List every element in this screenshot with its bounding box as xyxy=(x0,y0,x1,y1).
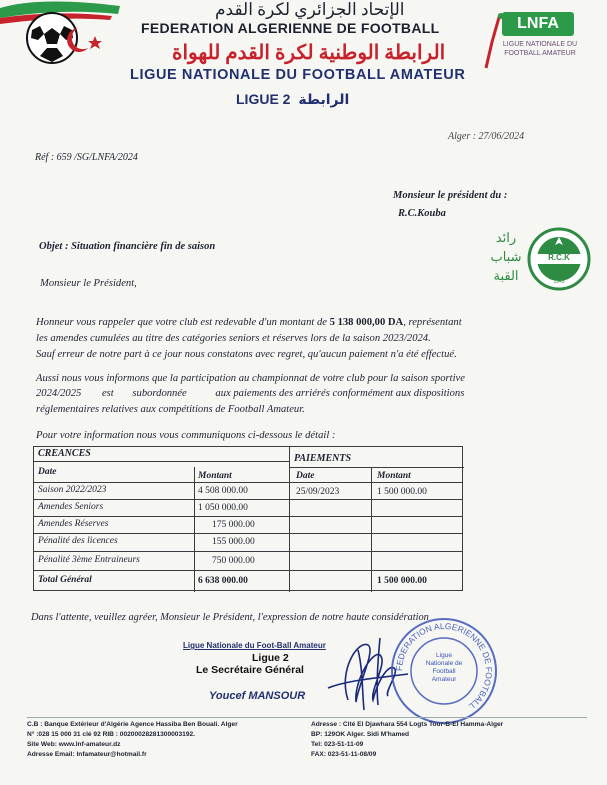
footer-address: Adresse : Cité El Djawhara 554 Logts Tour-B-El Hamma-Alger xyxy=(311,721,504,728)
table-row-label: Pénalité des licences xyxy=(38,536,118,546)
footer-email: Adresse Email: lnfamateur@hotmail.fr xyxy=(27,751,147,758)
col-montant: Montant xyxy=(198,471,232,481)
ligue-title: LIGUE NATIONALE DU FOOTBALL AMATEUR xyxy=(130,67,466,83)
letter-date: Alger : 27/06/2024 xyxy=(448,131,525,142)
table-row-label: Saison 2022/2023 xyxy=(38,485,107,495)
p2-word: est xyxy=(101,388,114,399)
lnfa-subtitle: LIGUE NATIONALE DU FOOTBALL AMATEUR xyxy=(502,41,578,57)
p1-text: Honneur vous rappeler que votre club est redevable d'un montant de xyxy=(36,317,330,328)
federation-title: FEDERATION ALGERIENNE DE FOOTBALL xyxy=(141,20,440,36)
p2-word2: subordonnée xyxy=(132,388,187,399)
faf-logo xyxy=(0,0,125,70)
p2-rest: aux paiements des arriérés conformément aux dispositions xyxy=(215,388,465,399)
ligue2-title xyxy=(236,91,349,108)
signature-ligue: Ligue 2 xyxy=(252,652,289,664)
total-montant: 6 638 000.00 xyxy=(198,576,248,586)
p2-season: 2024/2025 xyxy=(36,388,82,399)
paragraph2-line1: Aussi nous vous informons que la participation au championnat de votre club pour la saison sportive xyxy=(36,373,465,384)
ligue2-ar: الرابطة xyxy=(298,91,350,107)
rck-badge-text: R.C.K xyxy=(548,253,570,262)
table-row-montant: 155 000.00 xyxy=(212,537,255,547)
footer-fax: FAX: 023-51-11-08/09 xyxy=(311,751,377,758)
table-row-paiement-date: 25/09/2023 xyxy=(296,487,340,497)
footer-bank: C.B : Banque Extérieur d'Algérie Agence Hassiba Ben Bouali. Alger xyxy=(27,721,238,728)
paragraph3: Pour votre information nous vous communiquons ci-dessous le détail : xyxy=(36,430,336,441)
footer-bp: BP: 129OK Alger. Sidi M'hamed xyxy=(311,731,410,738)
amount-due: 5 138 000,00 DA xyxy=(329,317,404,328)
subject-label: Objet : xyxy=(39,241,69,252)
federation-arabic-title: الإتحاد الجزائري لكرة القدم xyxy=(215,0,405,19)
table-row-paiement-montant: 1 500 000.00 xyxy=(377,487,427,497)
creances-header: CREANCES xyxy=(38,448,91,459)
signature-org: Ligue Nationale du Foot-Ball Amateur xyxy=(183,641,326,650)
signature-title: Le Secrétaire Général xyxy=(196,664,304,676)
official-stamp xyxy=(389,616,499,726)
letter-reference: Réf : 659 /SG/LNFA/2024 xyxy=(35,152,138,163)
footer-site: Site Web: www.lnf-amateur.dz xyxy=(27,741,121,748)
salutation: Monsieur le Président, xyxy=(40,278,137,289)
footer-tel: Tel: 023-51-11-09 xyxy=(311,741,364,748)
table-row-label: Amendes Seniors xyxy=(38,502,104,512)
paiements-header: PAIEMENTS xyxy=(294,453,352,464)
table-row-montant: 4 508 000.00 xyxy=(198,486,248,496)
rck-logo xyxy=(527,227,591,291)
lnfa-logo: LNFA xyxy=(502,12,574,36)
footer-divider xyxy=(27,717,587,718)
col-date: Date xyxy=(38,467,57,477)
rck-badge-year: 1945 xyxy=(553,279,565,285)
recipient-line1: Monsieur le président du : xyxy=(393,190,508,201)
paragraph1-line2: les amendes cumulées au titre des catégories seniors et réserves lors de la saison 2023/2024. xyxy=(36,333,431,344)
recipient-club: R.C.Kouba xyxy=(398,208,446,219)
table-row-montant: 1 050 000.00 xyxy=(198,503,248,513)
financial-table xyxy=(33,446,463,591)
paragraph2-line3: réglementaires relatives aux compétitions de Football Amateur. xyxy=(36,404,305,415)
subject-text: Situation financière fin de saison xyxy=(71,241,216,252)
col-paiement-montant: Montant xyxy=(377,471,411,481)
total-label: Total Général xyxy=(38,575,92,585)
footer-rib: N° :028 15 000 31 clé 92 RIB : 00200028281300003192. xyxy=(27,731,195,738)
table-row-montant: 750 000.00 xyxy=(212,556,255,566)
table-row-montant: 175 000.00 xyxy=(212,520,255,530)
total-paiement: 1 500 000.00 xyxy=(377,576,427,586)
paragraph1-line1 xyxy=(36,317,462,328)
ligue2-fr: LIGUE 2 xyxy=(236,91,291,107)
signatory-name: Youcef MANSOUR xyxy=(209,690,306,702)
paragraph2-line2 xyxy=(36,388,522,399)
letter-subject xyxy=(39,241,215,252)
table-row-label: Pénalité 3ème Entraineurs xyxy=(38,555,140,565)
ligue-arabic-title: الرابطة الوطنية لكرة القدم للهواة xyxy=(172,42,446,64)
stamp-center-text: Ligue Nationale de Football Amateur xyxy=(425,652,463,683)
col-paiement-date: Date xyxy=(296,471,315,481)
stamp-ring-text: FEDERATION ALGERIENNE DE FOOTBALL xyxy=(393,620,495,712)
closing-line: Dans l'attente, veuillez agréer, Monsieur le Président, l'expression de notre haute considération xyxy=(31,612,429,623)
p1-text-end: , représentant xyxy=(403,317,462,328)
club-arabic-name: رائد شباب القبة xyxy=(490,230,522,283)
table-row-label: Amendes Réserves xyxy=(38,519,109,529)
paragraph1-line3: Sauf erreur de notre part à ce jour nous constatons avec regret, qu'aucun paiement n'a été effectué. xyxy=(36,349,457,360)
